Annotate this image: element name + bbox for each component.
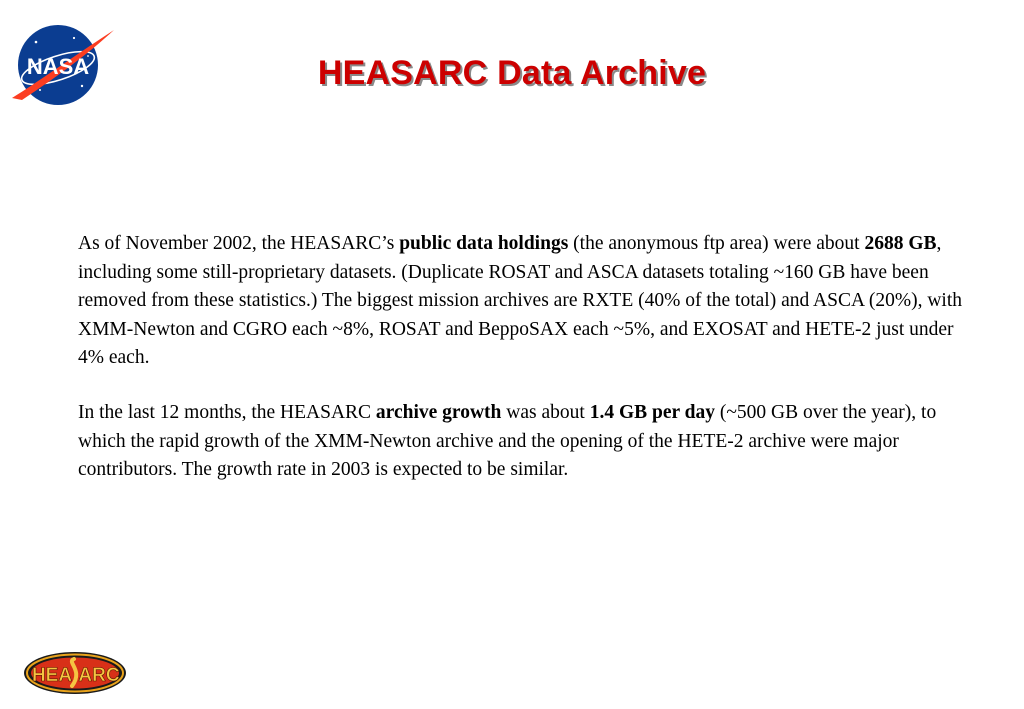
heasarc-logo-icon	[22, 650, 128, 696]
page-title: HEASARC Data Archive	[317, 54, 707, 92]
bold-growth-rate: 1.4 GB per day	[589, 401, 716, 423]
heasarc-logo-text-left: HEA	[31, 665, 73, 686]
nasa-logo-text: NASA	[26, 54, 90, 79]
text-run: was about	[501, 401, 590, 423]
heasarc-logo	[22, 650, 128, 696]
heasarc-logo-text-right: ARC	[78, 665, 120, 686]
body-text	[78, 230, 978, 511]
text-run: As of November 2002, the HEASARC’s	[78, 233, 400, 254]
paragraph-holdings	[78, 230, 978, 373]
paragraph-growth	[78, 399, 978, 485]
text-run: , including some still-proprietary datasets. (Duplicate ROSAT and ASCA datasets totaling ~160 GB have been removed from these statistics.) The biggest mission archives are RXTE (40% of the total) and ASCA (20%), with XMM-Newton and CGRO each ~8%, ROSAT and BeppoSAX each ~5%, and EXOSAT and HETE-2 just under 4% each.	[78, 233, 963, 369]
bold-holdings-size: 2688 GB	[864, 233, 937, 254]
text-run: (the anonymous ftp area) were about	[568, 233, 865, 254]
text-run: (~500 GB over the year), to which the rapid growth of the XMM-Newton archive and the opening of the HETE-2 archive were major contributors. The growth rate in 2003 is expected to be similar.	[78, 401, 937, 481]
text-run: In the last 12 months, the HEASARC	[78, 401, 376, 423]
bold-public-data-holdings: public data holdings	[399, 233, 569, 254]
bold-archive-growth: archive growth	[375, 401, 502, 423]
